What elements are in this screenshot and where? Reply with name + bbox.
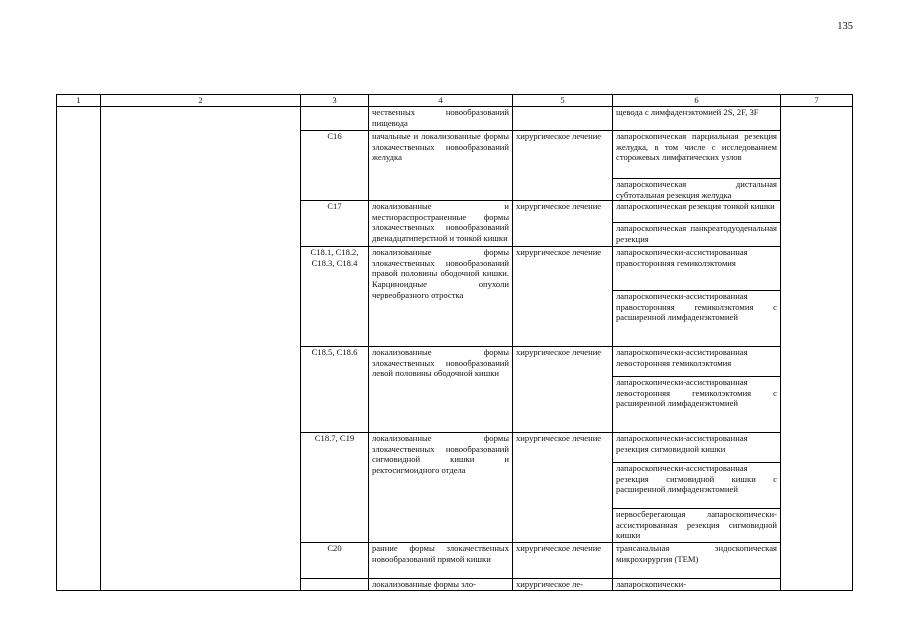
treatment-method: нервосберегающая лапароскопически-ассистированная резекция сигмовидной кишки [613, 509, 781, 543]
column-header: 2 [101, 95, 301, 107]
treatment-method: лапароскопически-ассистированная резекция сигмовидной кишки с расширенной лимфаденэктомией [613, 463, 781, 509]
disease-description: локализованные и местнораспространенные формы злокачественных новообразований двенадцатиперстной и тонкой кишки [369, 201, 513, 247]
medical-procedures-table [56, 94, 853, 591]
table-header-row [57, 95, 853, 107]
diagnosis-code: C17 [301, 201, 369, 247]
treatment-type: хирургическое лечение [513, 433, 613, 543]
diagnosis-code [301, 579, 369, 591]
treatment-type: хирургическое лечение [513, 247, 613, 347]
disease-description: локализованные формы злокачественных новообразований левой половины ободочной кишки [369, 347, 513, 433]
diagnosis-code: C20 [301, 543, 369, 579]
disease-description: начальные и локализованные формы злокачественных новообразований желудка [369, 131, 513, 201]
treatment-method: лапароскопическая панкреатодуоденальная резекция [613, 223, 781, 247]
treatment-type: хирургическое лечение [513, 201, 613, 247]
column-header: 6 [613, 95, 781, 107]
disease-description: чественных новообразований пищевода [369, 107, 513, 131]
treatment-method: лапароскопически-ассистированная правосторонняя гемиколэктомия с расширенной лимфаденэктомией [613, 291, 781, 347]
treatment-type: хирургическое лечение [513, 131, 613, 201]
treatment-method: лапароскопически-ассистированная левосторонняя гемиколэктомия с расширенной лимфаденэктомией [613, 377, 781, 433]
disease-description: локализованные формы зло- [369, 579, 513, 591]
treatment-method: лапароскопическая резекция тонкой кишки [613, 201, 781, 223]
treatment-method: лапароскопическая парциальная резекция желудка, в том числе с исследованием сторожевых лимфатических узлов [613, 131, 781, 179]
treatment-type: хирургическое лечение [513, 347, 613, 433]
column-7-cell [781, 107, 853, 591]
column-header: 7 [781, 95, 853, 107]
treatment-method: щеводa с лимфаденэктомией 2S, 2F, 3F [613, 107, 781, 131]
treatment-method: лапароскопическая дистальная субтотальная резекция желудка [613, 179, 781, 201]
diagnosis-code: C18.1, C18.2, C18.3, C18.4 [301, 247, 369, 347]
disease-description: ранние формы злокачественных новообразований прямой кишки [369, 543, 513, 579]
diagnosis-code [301, 107, 369, 131]
treatment-method: лапароскопически-ассистированная правосторонняя гемиколэктомия [613, 247, 781, 291]
diagnosis-code: C18.7, C19 [301, 433, 369, 543]
treatment-method: лапароскопически-ассистированная левосторонняя гемиколэктомия [613, 347, 781, 377]
disease-description: локализованные формы злокачественных новообразований сигмовидной кишки и ректосигмоидного отдела [369, 433, 513, 543]
column-header: 3 [301, 95, 369, 107]
treatment-method: трансанальная эндоскопическая микрохирургия (ТЕМ) [613, 543, 781, 579]
diagnosis-code: C16 [301, 131, 369, 201]
treatment-type: хирургическое ле- [513, 579, 613, 591]
treatment-method: лапароскопически-ассистированная резекция сигмовидной кишки [613, 433, 781, 463]
treatment-type [513, 107, 613, 131]
table-row [57, 107, 853, 131]
column-header: 4 [369, 95, 513, 107]
column-1-cell [57, 107, 101, 591]
page-number: 135 [837, 21, 853, 32]
column-header: 5 [513, 95, 613, 107]
treatment-method: лапароскопически- [613, 579, 781, 591]
disease-description: локализованные формы злокачественных новообразований правой половины ободочной кишки. Карциноидные опухоли червеобразного отростка [369, 247, 513, 347]
column-header: 1 [57, 95, 101, 107]
diagnosis-code: C18.5, C18.6 [301, 347, 369, 433]
treatment-type: хирургическое лечение [513, 543, 613, 579]
column-2-cell [101, 107, 301, 591]
